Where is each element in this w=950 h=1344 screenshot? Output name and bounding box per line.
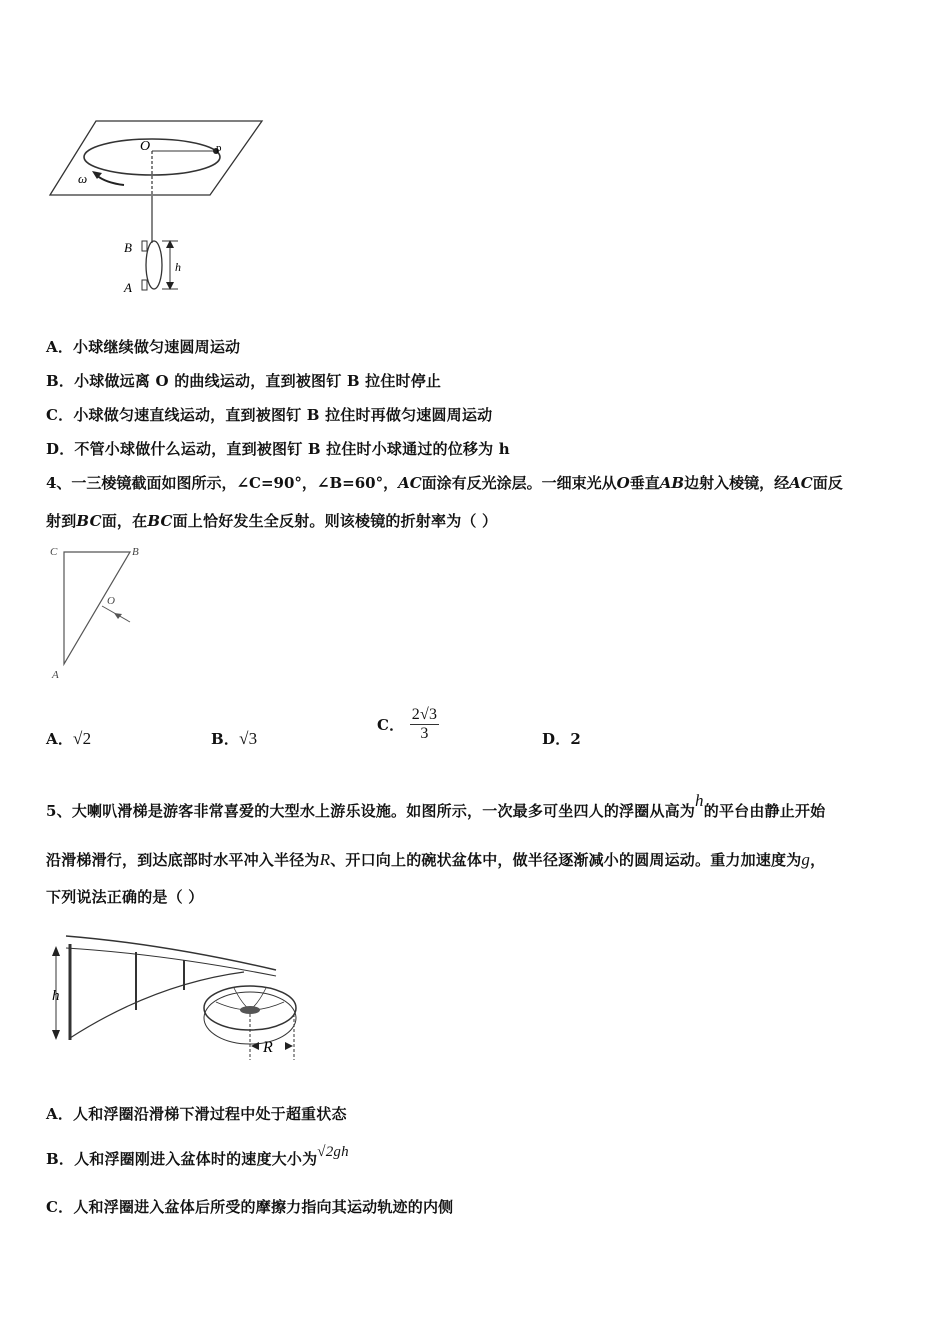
q5-stem-line3: 下列说法正确的是（ ） <box>46 888 204 906</box>
q5-option-a[interactable]: A．人和浮圈沿滑梯下滑过程中处于超重状态 <box>46 1105 347 1123</box>
slide-top-inner <box>66 948 276 976</box>
label-h: h <box>52 988 60 1004</box>
label-O: O <box>140 139 151 154</box>
q4-option-a[interactable]: A．√2 <box>46 729 92 748</box>
h-dim-top <box>52 946 60 956</box>
label-h: h <box>175 260 181 274</box>
R-arrow-left <box>251 1042 259 1050</box>
label-B: B <box>124 240 132 255</box>
label-R: R <box>263 1039 273 1056</box>
label-B: B <box>132 546 139 558</box>
rotation-arrow <box>96 175 124 185</box>
q3-figure <box>44 115 274 305</box>
label-A: A <box>52 669 59 681</box>
q4-stem-line1: 4、一三棱镜截面如图所示，∠C=90°，∠B=60°，AC面涂有反光涂层。一细束光从O垂直AB边射入棱镜，经AC面反 <box>46 474 843 492</box>
q3-option-a[interactable]: A．小球继续做匀速圆周运动 <box>46 338 241 356</box>
q5-slide-figure <box>44 914 304 1064</box>
label-p: p <box>216 142 222 154</box>
slide-top <box>66 936 276 970</box>
ray-arrowhead <box>114 613 122 619</box>
q4-option-d[interactable]: D．2 <box>542 730 582 748</box>
q5-option-b[interactable]: B．人和浮圈刚进入盆体时的速度大小为√2gh <box>46 1144 349 1168</box>
label-A: A <box>124 280 132 295</box>
q4-option-c[interactable]: C． $\frac{2√3}{3}$ <box>377 706 438 742</box>
pin-A <box>142 280 147 290</box>
q5-stem-line1: 5、大喇叭滑梯是游客非常喜爱的大型水上游乐设施。如图所示，一次最多可坐四人的浮圈从高为h的平台由静止开始 <box>46 791 826 820</box>
h-dim-bottom <box>52 1030 60 1040</box>
bowl-drain <box>240 1006 260 1014</box>
label-O: O <box>107 595 115 607</box>
pin-B <box>142 241 147 251</box>
q3-option-d[interactable]: D．不管小球做什么运动，直到被图钉 B 拉住时小球通过的位移为 h <box>46 440 510 458</box>
q3-option-b[interactable]: B．小球做远离 O 的曲线运动，直到被图钉 B 拉住时停止 <box>46 372 442 390</box>
q4-option-b[interactable]: B．√3 <box>211 729 258 748</box>
R-arrow-right <box>285 1042 293 1050</box>
prism-triangle <box>64 552 130 664</box>
label-omega: ω <box>78 171 88 186</box>
q4-stem-line2: 射到BC面，在BC面上恰好发生全反射。则该棱镜的折射率为（ ） <box>46 512 498 530</box>
fraction: $\frac{2√3}{3}$ <box>411 706 438 742</box>
label-C: C <box>50 546 58 558</box>
loop <box>146 241 162 289</box>
q5-stem-line2: 沿滑梯滑行，到达底部时水平冲入半径为R、开口向上的碗状盆体中，做半径逐渐减小的圆周运动。重力加速度为g， <box>46 850 826 869</box>
q5-option-c[interactable]: C．人和浮圈进入盆体后所受的摩擦力指向其运动轨迹的内侧 <box>46 1198 454 1216</box>
q4-prism-figure <box>44 542 154 682</box>
slide-bottom <box>70 972 244 1038</box>
q3-option-c[interactable]: C．小球做匀速直线运动，直到被图钉 B 拉住时再做匀速圆周运动 <box>46 406 493 424</box>
